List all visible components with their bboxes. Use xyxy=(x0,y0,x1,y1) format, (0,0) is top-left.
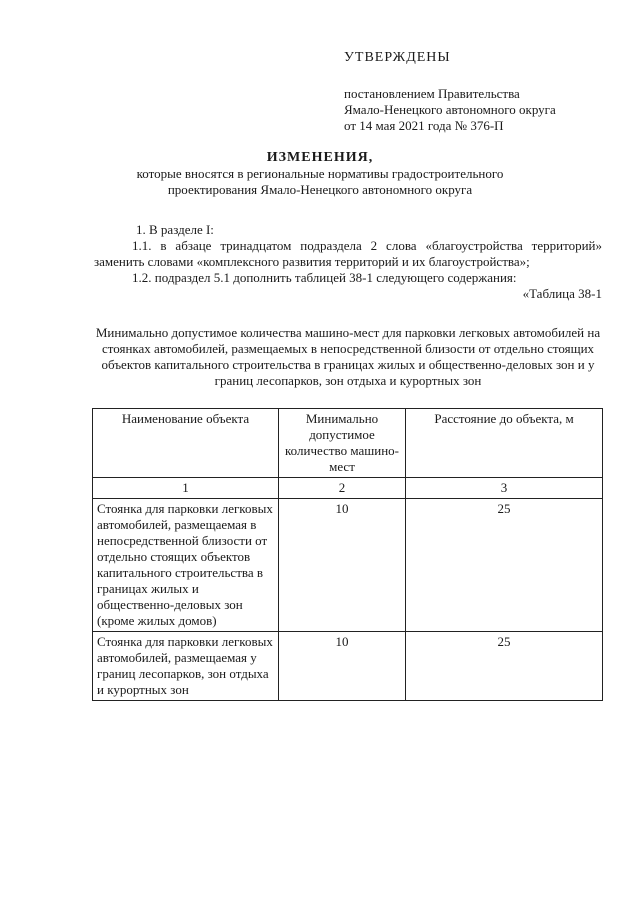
approval-line-3: от 14 мая 2021 года № 376-П xyxy=(344,118,504,133)
paragraph-1-2: 1.2. подраздел 5.1 дополнить таблицей 38-1 следующего содержания: xyxy=(132,270,517,285)
column-number-2: 2 xyxy=(278,478,405,499)
approval-block xyxy=(344,50,614,134)
norms-table xyxy=(92,408,603,701)
table-header-row xyxy=(93,409,603,478)
approval-line-1: постановлением Правительства xyxy=(344,86,520,101)
header-distance: Расстояние до объекта, м xyxy=(406,409,603,478)
column-number-1: 1 xyxy=(93,478,279,499)
title-sub-2: проектирования Ямало-Ненецкого автономного округа xyxy=(167,182,473,197)
column-number-3: 3 xyxy=(406,478,603,499)
paragraph-1: 1. В разделе I: xyxy=(136,222,214,237)
title-sub-1: которые вносятся в региональные нормативы градостроительного xyxy=(136,166,504,181)
row-object-name: Стоянка для парковки легковых автомобилей, размещаемая в непосредственной близости от отдельно стоящих объектов капитального строительства в границах жилых и общественно-деловых зон (кроме жилых домов) xyxy=(93,499,279,632)
document-title xyxy=(0,150,640,198)
row-distance: 25 xyxy=(406,499,603,632)
table-reference: «Таблица 38-1 xyxy=(522,286,602,301)
table-row xyxy=(93,632,603,701)
approval-heading: УТВЕРЖДЕНЫ xyxy=(344,50,451,65)
table-row xyxy=(93,499,603,632)
table-number-row xyxy=(93,478,603,499)
paragraph-1-1: 1.1. в абзаце тринадцатом подраздела 2 слова «благоустройства территорий» заменить словами «комплексного развития территорий и их благоустройства»; xyxy=(94,238,602,269)
row-distance: 25 xyxy=(406,632,603,701)
title-main: ИЗМЕНЕНИЯ, xyxy=(266,150,374,165)
table-caption: Минимально допустимое количества машино-мест для парковки легковых автомобилей на стоянках автомобилей, размещаемых в непосредственной близости от отдельно стоящих объектов капитального строительства в границах жилых и общественно-деловых зон и у границ лесопарков, зон отдыха и курортных зон xyxy=(95,325,601,388)
row-min-spaces: 10 xyxy=(278,499,405,632)
document-body xyxy=(94,222,602,302)
approval-line-2: Ямало-Ненецкого автономного округа xyxy=(344,102,556,117)
row-min-spaces: 10 xyxy=(278,632,405,701)
header-object-name: Наименование объекта xyxy=(93,409,279,478)
row-object-name: Стоянка для парковки легковых автомобилей, размещаемая у границ лесопарков, зон отдыха и курортных зон xyxy=(93,632,279,701)
header-min-spaces: Минимально допустимое количество машино-мест xyxy=(278,409,405,478)
